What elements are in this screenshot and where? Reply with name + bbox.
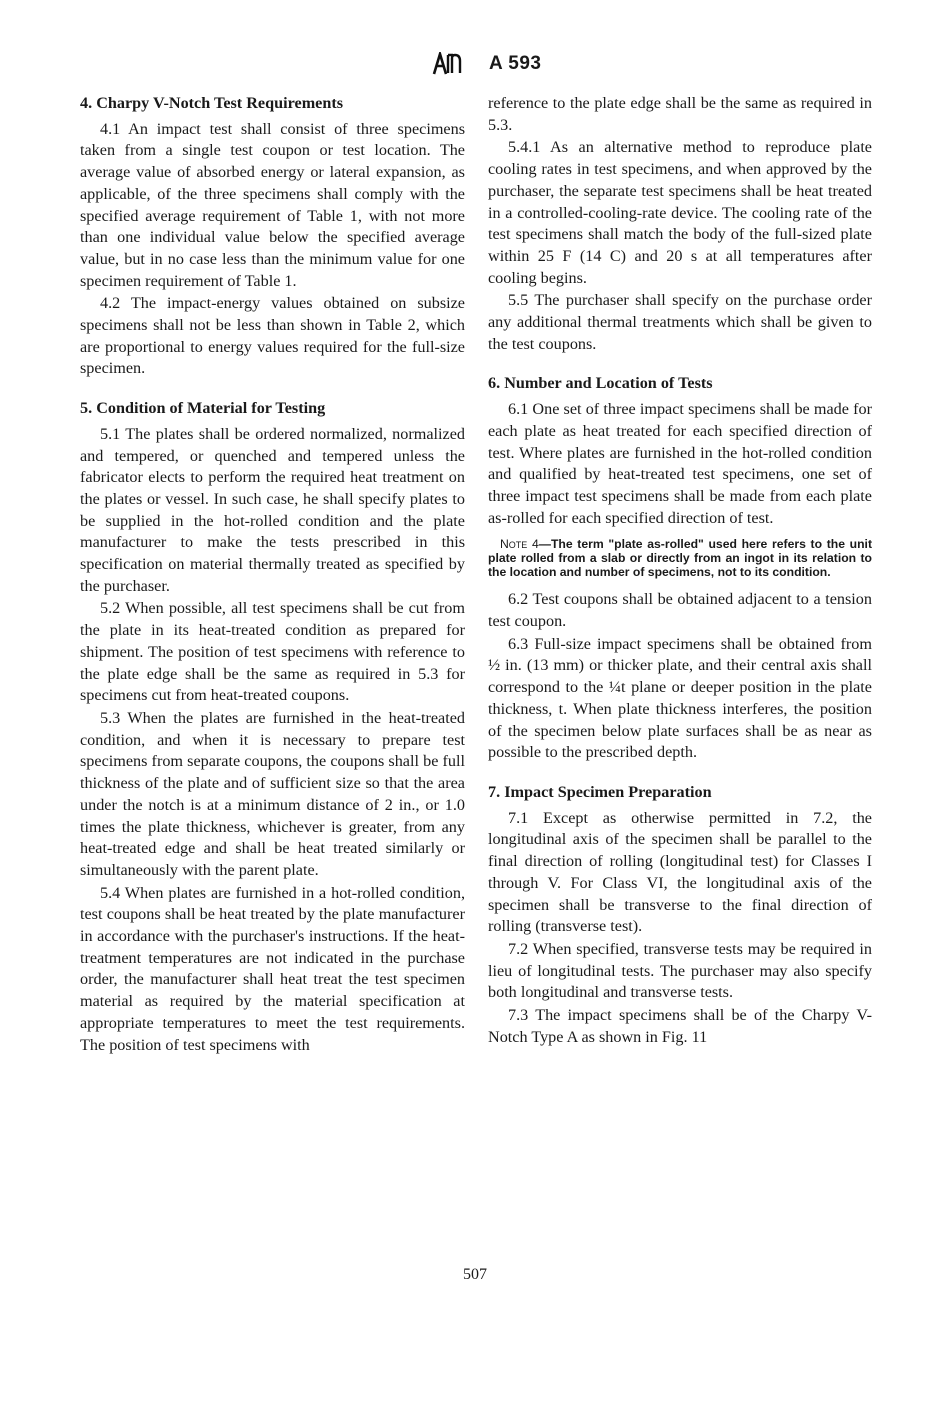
section-6-title: 6. Number and Location of Tests bbox=[488, 374, 713, 393]
paragraph-5-4-continued: reference to the plate edge shall be the same as required in 5.3. bbox=[488, 94, 872, 134]
paragraph-5-2: 5.2 When possible, all test specimens shall be cut from the plate in its heat-treated condition as prepared for shipment. The position of test specimens with reference to the plate edge shall be the same as required in 5.3 for specimens cut from heat-treated coupons. bbox=[80, 599, 465, 705]
section-7-title: 7. Impact Specimen Preparation bbox=[488, 782, 712, 801]
section-4-title: 4. Charpy V-Notch Test Requirements bbox=[80, 94, 344, 112]
section-5-title: 5. Condition of Material for Testing bbox=[80, 399, 326, 418]
paragraph-5-1: 5.1 The plates shall be ordered normalized, normalized and tempered, or quenched and tempered unless the fabricator elects to perform the required heat treatment on the plates or vessel. In such case, he shall specify plates to be supplied in the hot-rolled condition and the plate manufacturer to make the tests prescribed in this specification on material thermally treated as specified by the purchaser. bbox=[80, 424, 465, 595]
paragraph-5-3: 5.3 When the plates are furnished in the heat-treated condition, and when it is necessary to prepare test specimens from separate coupons, the coupons shall be full thickness of the plate and of sufficient size so that the area under the notch is at a minimum distance of 2 in., or 1.0 times the plate thickness, whichever is greater, from any heat-treated edge and shall be heat treated similarly or simultaneously with the parent plate. bbox=[80, 708, 465, 879]
note-4-label: Note 4 bbox=[500, 537, 539, 552]
paragraph-6-1: 6.1 One set of three impact specimens shall be made for each plate as heat treated for each specified direction of test. Where plates are furnished in the hot-rolled condition and qualified by heat-treated test specimens, one set of three impact test specimens shall be made from each plate as-rolled for each specified direction of test. bbox=[488, 400, 872, 527]
note-4 bbox=[488, 537, 872, 579]
note-4-text: —The term "plate as-rolled" used here refers to the unit plate rolled from a slab or directly from an ingot in its relation to the location and number of specimens, not to its condition. bbox=[488, 537, 872, 580]
paragraph-6-3: 6.3 Full-size impact specimens shall be obtained from ½ in. (13 mm) or thicker plate, and their central axis shall correspond to the ¼t plane or deeper position in the plate thickness, t. When plate thickness interferes, the position of the specimen below plate surfaces shall be as near as possible to the prescribed depth. bbox=[488, 634, 872, 762]
right-column bbox=[488, 93, 872, 1049]
left-column bbox=[80, 93, 465, 1057]
page-number: 507 bbox=[463, 1266, 487, 1283]
page-header bbox=[0, 50, 950, 80]
paragraph-5-4-1: 5.4.1 As an alternative method to reproduce plate cooling rates in test specimens, and when approved by the purchaser, the separate test specimens shall be heat treated in a controlled-cooling-rate device. The cooling rate of the test specimens shall match the body of the full-sized plate within 25 F (14 C) and 20 s at all temperatures after cooling begins. bbox=[488, 138, 872, 287]
standard-designation: A 593 bbox=[489, 53, 542, 74]
paragraph-4-1: 4.1 An impact test shall consist of three specimens taken from a single test coupon or test location. The average value of absorbed energy or lateral expansion, as applicable, of the three specimens shall comply with the specified average requirement of Table 1, with not more than one individual value below the specified average value, but in no case less than the minimum value for one specimen requirement of Table 1. bbox=[80, 119, 465, 290]
paragraph-4-2: 4.2 The impact-energy values obtained on subsize specimens shall not be less than shown in Table 2, which are proportional to energy values required for the full-size specimen. bbox=[80, 294, 465, 378]
paragraph-7-2: 7.2 When specified, transverse tests may be required in lieu of longitudinal tests. The purchaser may also specify both longitudinal and transverse tests. bbox=[488, 939, 872, 1002]
paragraph-5-5: 5.5 The purchaser shall specify on the purchase order any additional thermal treatments which shall be given to the test coupons. bbox=[488, 291, 872, 353]
paragraph-7-1: 7.1 Except as otherwise permitted in 7.2, the longitudinal axis of the specimen shall be parallel to the final direction of rolling (longitudinal test) for Classes I through V. For Class VI, the longitudinal axis of the specimen shall be transverse to the final direction of rolling (transverse test). bbox=[488, 808, 872, 936]
paragraph-6-2: 6.2 Test coupons shall be obtained adjacent to a tension test coupon. bbox=[488, 590, 872, 631]
astm-logo-icon bbox=[432, 52, 462, 76]
paragraph-7-3: 7.3 The impact specimens shall be of the Charpy V-Notch Type A as shown in Fig. 11 bbox=[488, 1006, 872, 1046]
paragraph-5-4: 5.4 When plates are furnished in a hot-rolled condition, test coupons shall be heat treated by the plate manufacturer in accordance with the purchaser's instructions. If the heat-treatment temperatures are not indicated in the purchase order, the manufacturer shall heat treat the test specimen material as required by the material specification at appropriate temperatures to meet the test requirements. The position of test specimens with bbox=[80, 883, 465, 1054]
